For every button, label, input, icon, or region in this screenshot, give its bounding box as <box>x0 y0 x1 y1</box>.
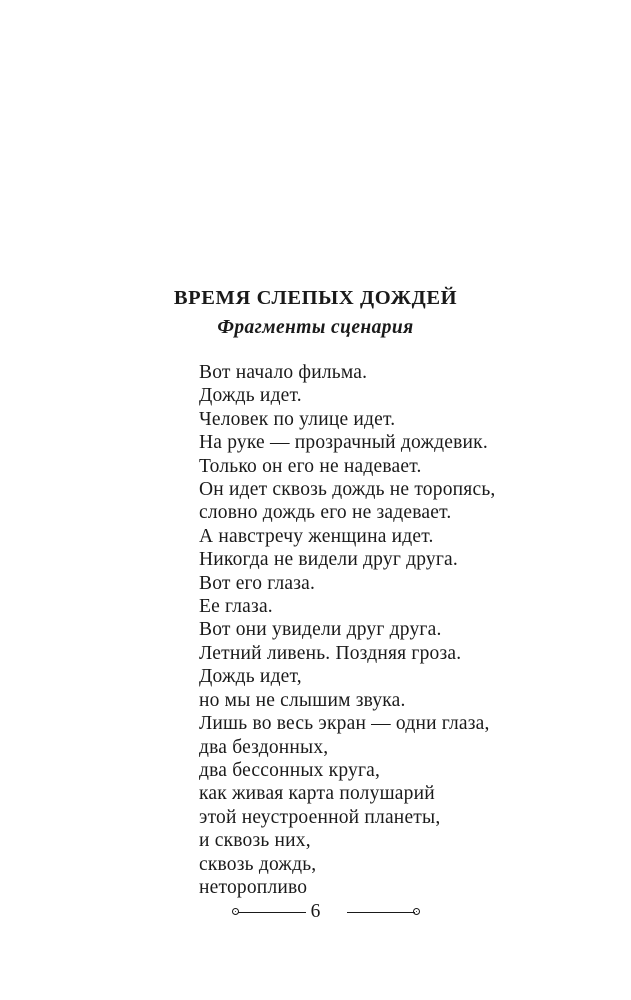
poem-line: словно дождь его не задевает. <box>199 502 452 524</box>
poem-text <box>199 361 495 899</box>
divider-right <box>347 912 415 913</box>
poem-line: Лишь во весь экран — одни глаза, <box>199 713 490 735</box>
poem-subtitle: Фрагменты сценария <box>217 317 414 338</box>
poem-line: Он идет сквозь дождь не торопясь, <box>199 479 496 501</box>
poem-line: и сквозь них, <box>199 830 311 852</box>
poem-line: Вот они увидели друг друга. <box>199 619 442 641</box>
poem-line: два бессонных круга, <box>199 759 381 781</box>
page-footer <box>0 898 631 926</box>
poem-line: Человек по улице идет. <box>199 408 396 430</box>
poem-line: Ее глаза. <box>199 596 273 618</box>
poem-line: этой неустроенной планеты, <box>199 806 441 828</box>
poem-line: А навстречу женщина идет. <box>199 525 434 547</box>
poem-line: как живая карта полушарий <box>199 783 435 805</box>
poem-line: На руке — прозрачный дождевик. <box>199 432 488 454</box>
ornament-right-icon <box>413 908 420 915</box>
poem-line: Дождь идет, <box>199 666 302 688</box>
poem-line: Только он его не надевает. <box>199 455 422 477</box>
poem-line: Дождь идет. <box>199 385 302 407</box>
poem-line: неторопливо <box>199 876 308 898</box>
poem-line: два бездонных, <box>199 736 329 758</box>
page-number: 6 <box>310 901 321 922</box>
poem-title: ВРЕМЯ СЛЕПЫХ ДОЖДЕЙ <box>173 287 458 309</box>
poem-line: Никогда не видели друг друга. <box>199 549 458 571</box>
poem-line: но мы не слышим звука. <box>199 689 406 711</box>
poem-line: Вот его глаза. <box>199 572 316 594</box>
poem-line: Летний ливень. Поздняя гроза. <box>199 642 462 664</box>
poem-line: сквозь дождь, <box>199 853 317 875</box>
poem-line: Вот начало фильма. <box>199 362 368 383</box>
